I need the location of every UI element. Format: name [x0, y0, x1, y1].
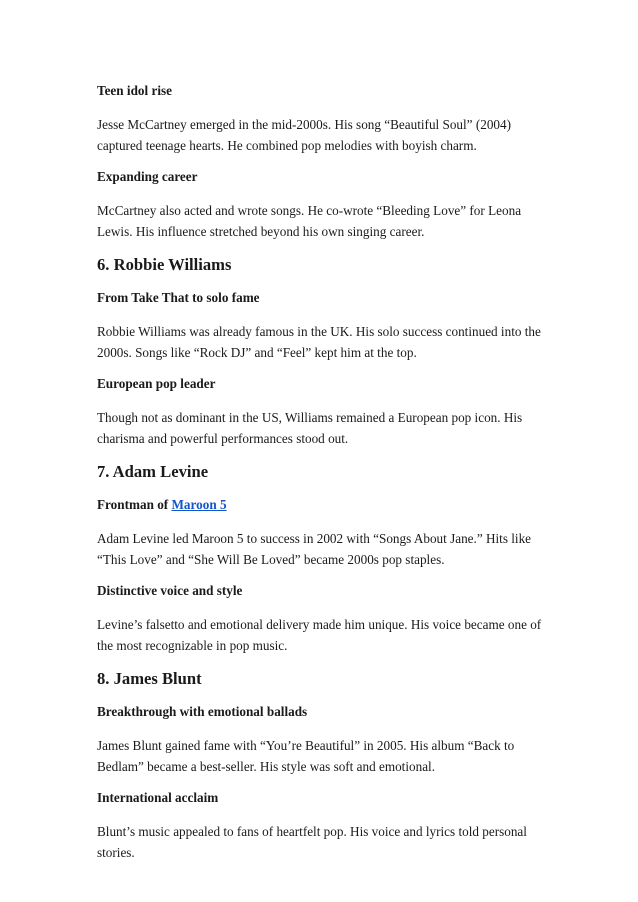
paragraph-teen-idol-rise: Jesse McCartney emerged in the mid-2000s. His song “Beautiful Soul” (2004) captured teenage hearts. He combined pop melodies with boyish charm.: [97, 117, 511, 153]
subheading-european-pop-leader: European pop leader: [97, 376, 216, 391]
paragraph-international-acclaim: Blunt’s music appealed to fans of heartfelt pop. His voice and lyrics told personal stories.: [97, 824, 527, 860]
subheading-frontman-prefix: Frontman of: [97, 497, 172, 512]
subheading-expanding-career: Expanding career: [97, 169, 198, 184]
paragraph-breakthrough: James Blunt gained fame with “You’re Beautiful” in 2005. His album “Back to Bedlam” became a best-seller. His style was soft and emotional.: [97, 738, 515, 774]
document-page: [97, 82, 547, 863]
subheading-breakthrough: Breakthrough with emotional ballads: [97, 704, 308, 719]
heading-adam-levine: 7. Adam Levine: [97, 462, 209, 481]
subheading-international-acclaim: International acclaim: [97, 790, 219, 805]
subheading-take-that-solo: From Take That to solo fame: [97, 290, 260, 305]
paragraph-take-that-solo: Robbie Williams was already famous in the UK. His solo success continued into the 2000s. Songs like “Rock DJ” and “Feel” kept him at the top.: [97, 324, 541, 360]
maroon-5-link[interactable]: Maroon 5: [171, 497, 227, 512]
paragraph-distinctive-voice: Levine’s falsetto and emotional delivery made him unique. His voice became one of the most recognizable in pop music.: [97, 617, 542, 653]
subheading-frontman: [97, 496, 547, 513]
subheading-teen-idol-rise: Teen idol rise: [97, 83, 172, 98]
paragraph-expanding-career: McCartney also acted and wrote songs. He co-wrote “Bleeding Love” for Leona Lewis. His influence stretched beyond his own singing career.: [97, 203, 522, 239]
paragraph-european-pop-leader: Though not as dominant in the US, Williams remained a European pop icon. His charisma and powerful performances stood out.: [97, 410, 523, 446]
subheading-distinctive-voice: Distinctive voice and style: [97, 583, 243, 598]
heading-robbie-williams: 6. Robbie Williams: [97, 255, 232, 274]
paragraph-frontman: Adam Levine led Maroon 5 to success in 2002 with “Songs About Jane.” Hits like “This Love” and “She Will Be Loved” became 2000s pop staples.: [97, 531, 532, 567]
heading-james-blunt: 8. James Blunt: [97, 669, 202, 688]
